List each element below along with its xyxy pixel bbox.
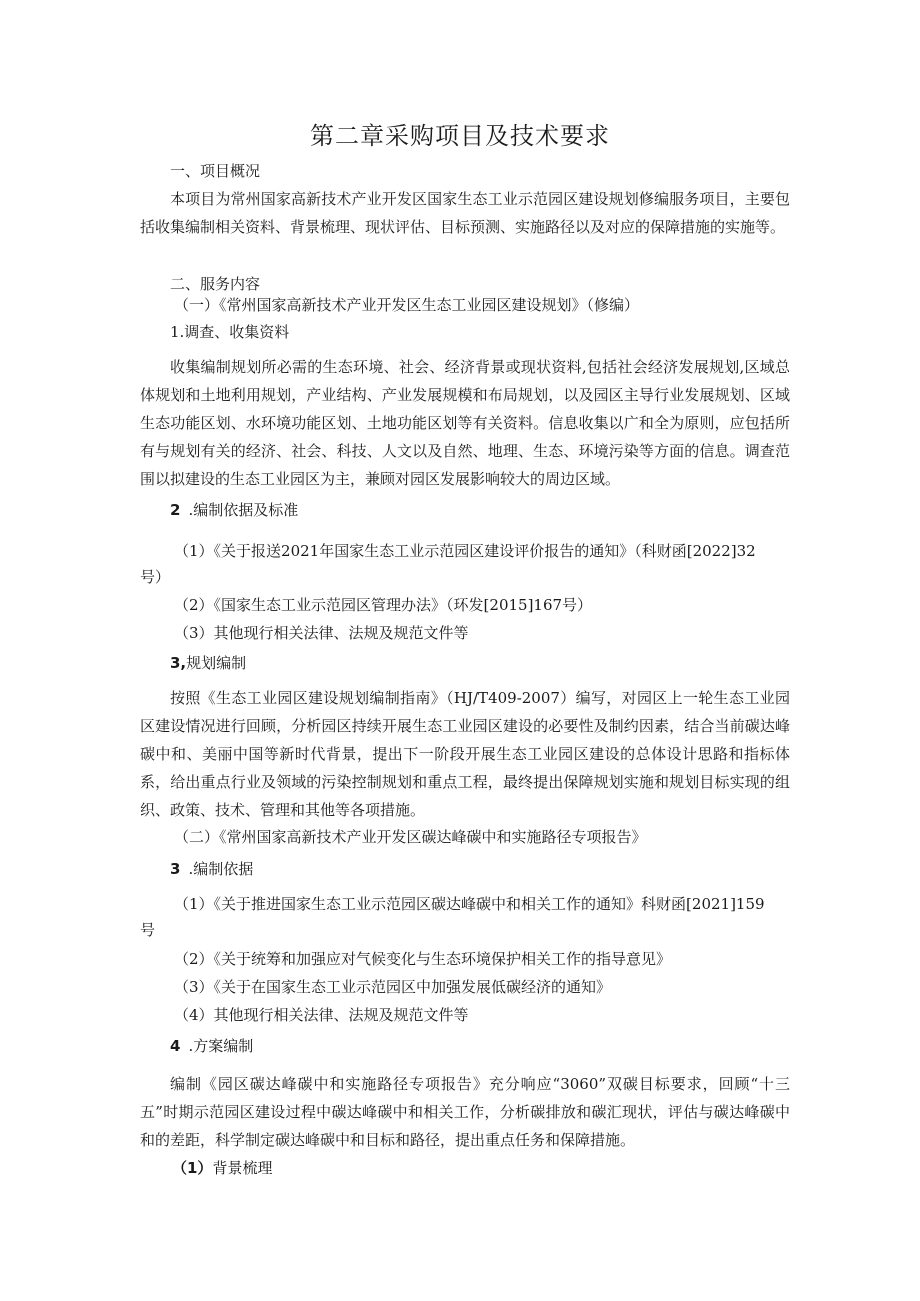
item3-paragraph: 按照《生态工业园区建设规划编制指南》（HJ/T409-2007）编写，对园区上一轮生态工业园区建设情况进行回顾，分析园区持续开展生态工业园区建设的必要性及制约因素，结合当前碳达峰碳中和、美丽中国等新时代背景，提出下一阶段开展生态工业园区建设的总体设计思路和指标体系，给出重点行业及领域的污染控制规划和重点工程，最终提出保障规划实施和规划目标实现的组织、政策、技术、管理和其他等各项措施。: [140, 689, 790, 819]
item2-heading-text: .编制依据及标准: [188, 501, 299, 519]
section1-paragraph: 本项目为常州国家高新技术产业开发区国家生态工业示范园区建设规划修编服务项目，主要包括收集编制相关资料、背景梳理、现状评估、目标预测、实施路径以及对应的保障措施的实施等。: [140, 190, 790, 236]
item4-reference-3: （3）《关于在国家生态工业示范园区中加强发展低碳经济的通知》: [174, 978, 612, 996]
item2-reference-1-continued: 号）: [140, 568, 171, 586]
item5-subheading-text: 背景梳理: [212, 1159, 273, 1177]
item2-reference-1: （1）《关于报送2021年国家生态工业示范园区建设评价报告的通知》（科财函[2022]32: [174, 542, 756, 560]
item5-number: 4: [170, 1037, 181, 1055]
section1-heading: 一、项目概况: [170, 162, 261, 180]
item2-number: 2: [170, 501, 181, 519]
subsection2-title: （二）《常州国家高新技术产业开发区碳达峰碳中和实施路径专项报告》: [174, 828, 647, 846]
item3-heading-text: 规划编制: [186, 654, 247, 672]
item2-reference-2: （2）《国家生态工业示范园区管理办法》（环发[2015]167号）: [174, 596, 593, 614]
item4-reference-4: （4）其他现行相关法律、法规及规范文件等: [174, 1006, 469, 1024]
item5-subheading: [172, 1154, 272, 1182]
item5-heading: [170, 1032, 253, 1060]
section2-heading: 二、服务内容: [170, 275, 261, 293]
item1-heading: 1.调查、收集资料: [170, 323, 290, 341]
item4-heading: [170, 855, 253, 883]
item5-subheading-number: （1）: [172, 1159, 213, 1177]
item1-paragraph: 收集编制规划所必需的生态环境、社会、经济背景或现状资料,包括社会经济发展规划,区域总体规划和土地利用规划，产业结构、产业发展规模和布局规划，以及园区主导行业发展规划、区域生态功能区划、水环境功能区划、土地功能区划等有关资料。信息收集以广和全为原则，应包括所有与规划有关的经济、社会、科技、人文以及自然、地理、生态、环境污染等方面的信息。调查范围以拟建设的生态工业园区为主，兼顾对园区发展影响较大的周边区域。: [140, 358, 790, 488]
item4-reference-2: （2）《关于统筹和加强应对气候变化与生态环境保护相关工作的指导意见》: [174, 950, 672, 968]
item5-heading-text: .方案编制: [188, 1037, 254, 1055]
item3-number: 3,: [170, 654, 187, 672]
item3-heading: [170, 649, 246, 677]
item2-reference-3: （3）其他现行相关法律、法规及规范文件等: [174, 624, 469, 642]
item4-reference-1: （1）《关于推进国家生态工业示范园区碳达峰碳中和相关工作的通知》科财函[2021]159: [174, 895, 765, 913]
item4-heading-text: .编制依据: [188, 860, 254, 878]
subsection1-title: （一）《常州国家高新技术产业开发区生态工业园区建设规划》（修编）: [174, 296, 640, 314]
item4-reference-1-continued: 号: [140, 921, 156, 939]
item5-paragraph: 编制《园区碳达峰碳中和实施路径专项报告》充分响应“3060”双碳目标要求，回顾“十三五”时期示范园区建设过程中碳达峰碳中和相关工作，分析碳排放和碳汇现状，评估与碳达峰碳中和的差距，科学制定碳达峰碳中和目标和路径，提出重点任务和保障措施。: [140, 1075, 790, 1149]
item4-number: 3: [170, 860, 181, 878]
chapter-title: 第二章采购项目及技术要求: [310, 122, 610, 150]
item2-heading: [170, 496, 298, 524]
